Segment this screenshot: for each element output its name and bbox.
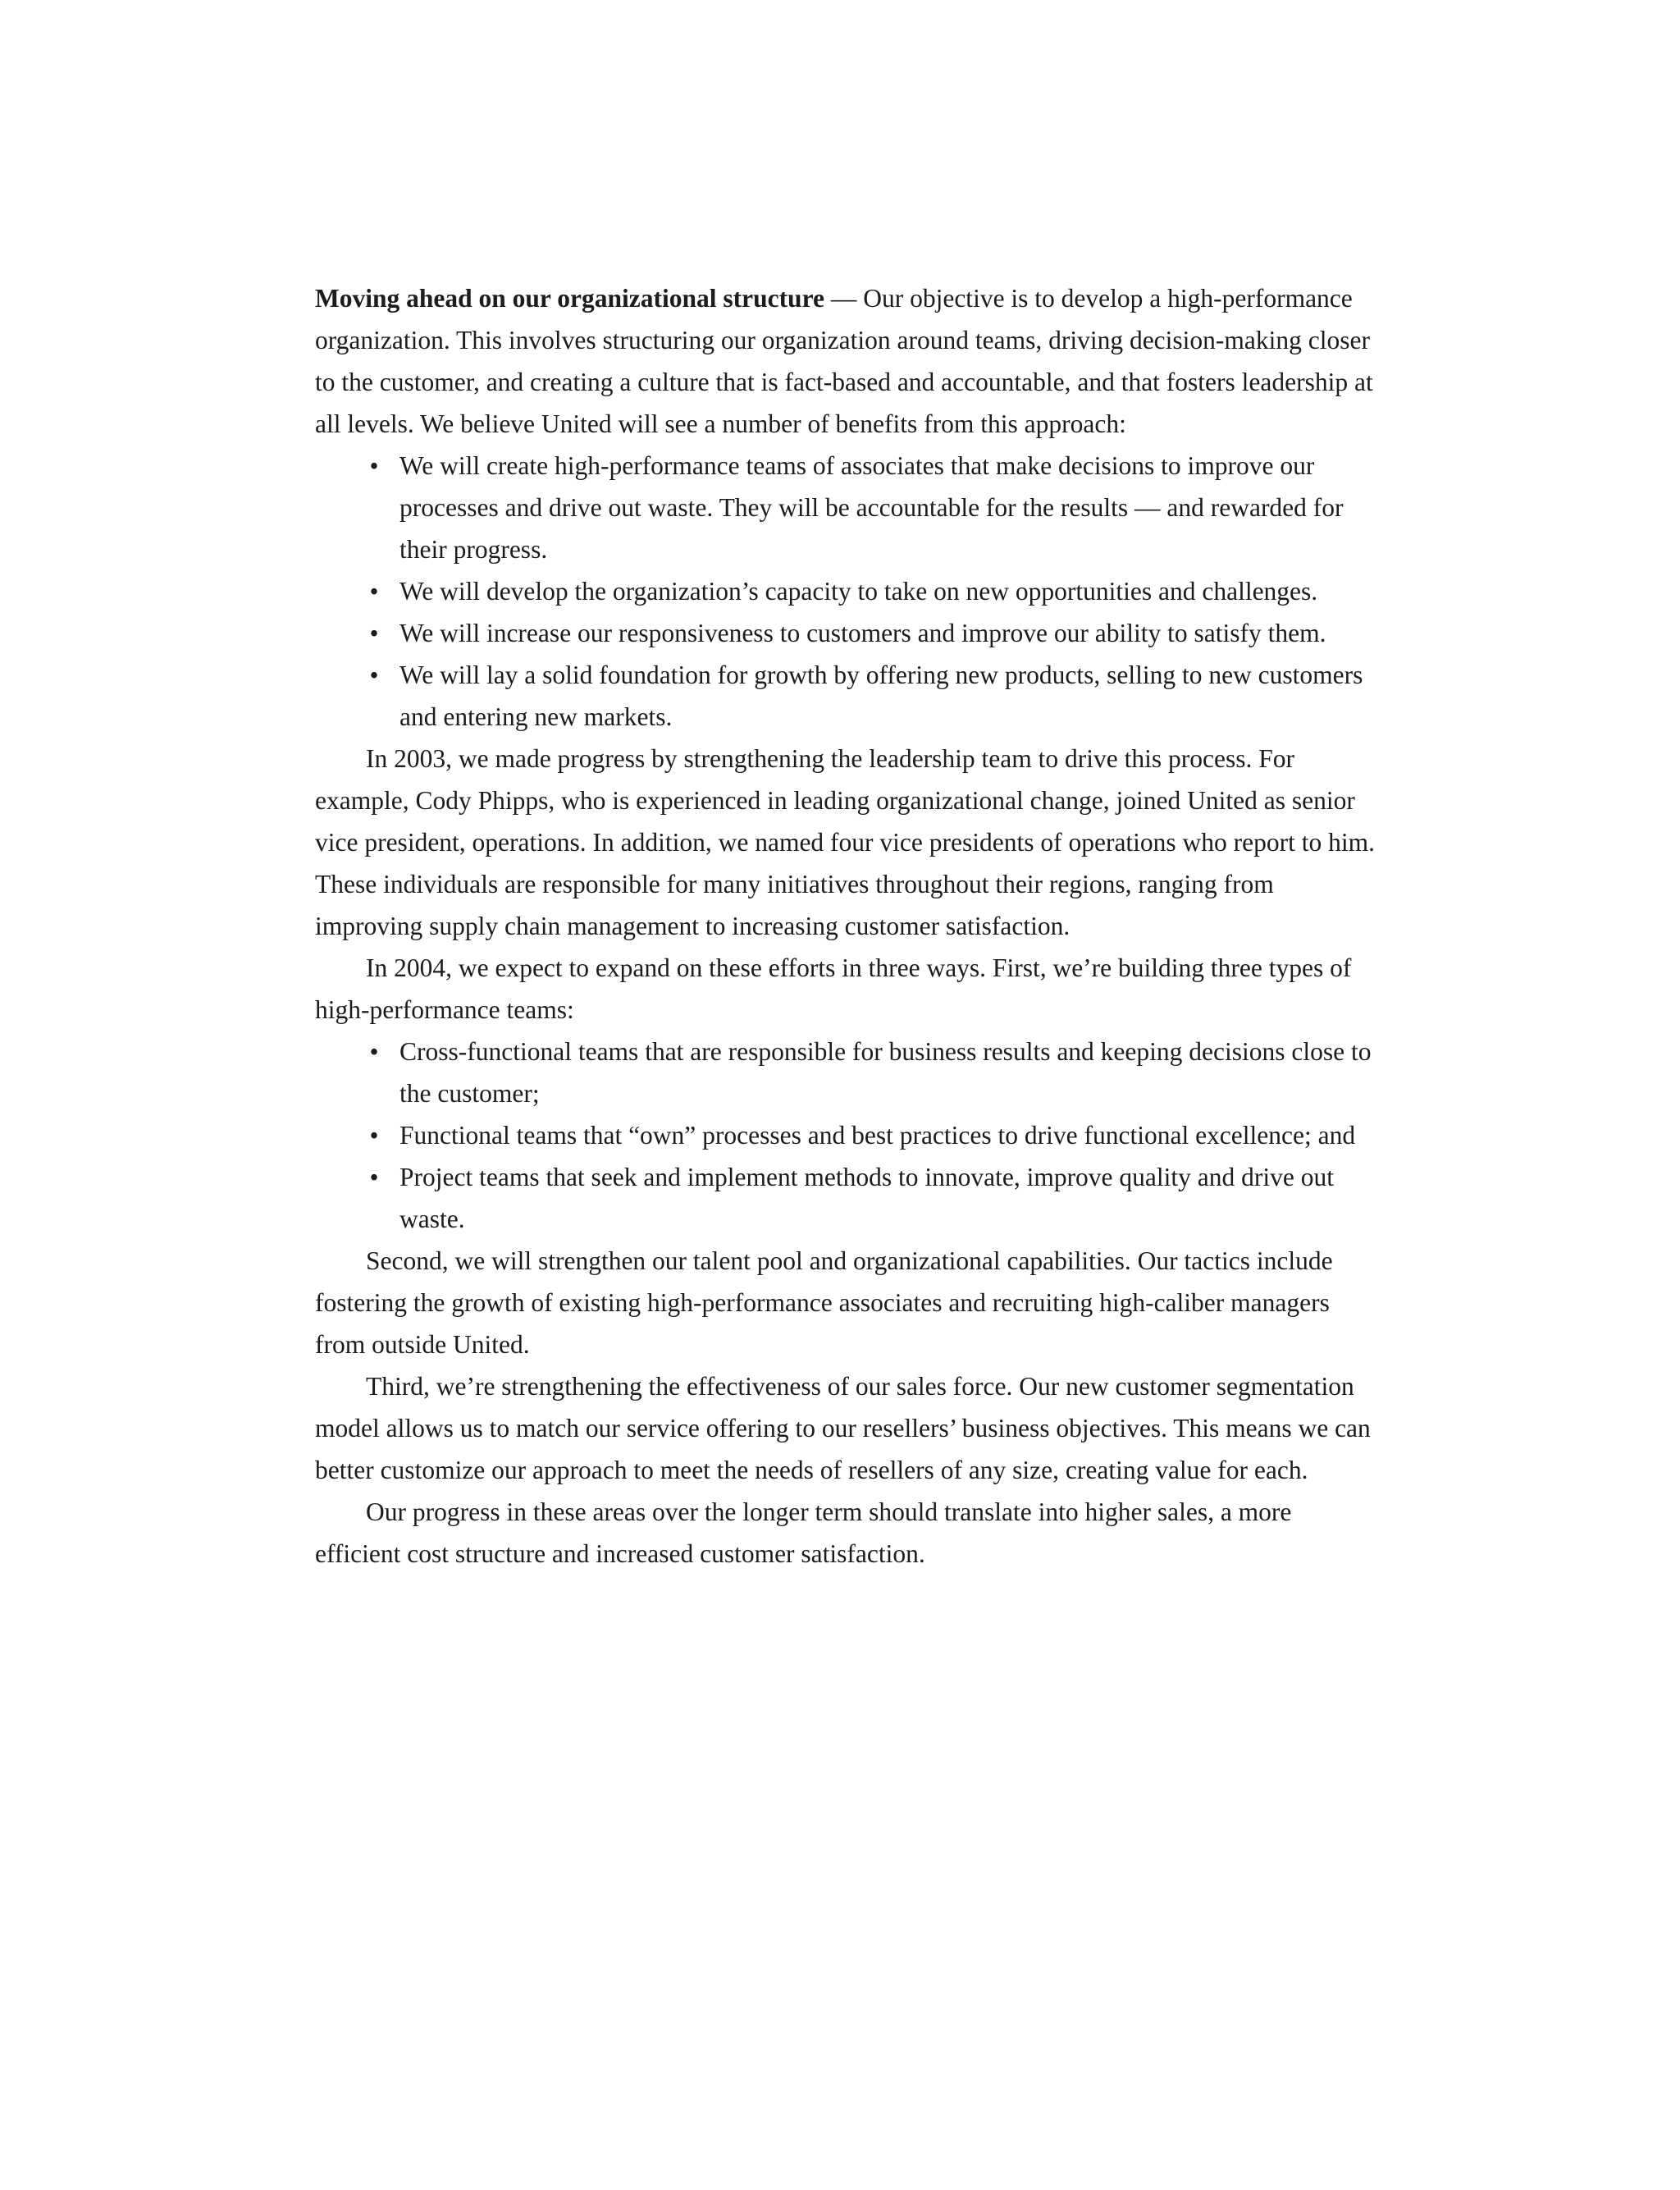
list-item [315,1114,1381,1156]
list-item-text: Project teams that seek and implement methods to innovate, improve quality and drive out waste. [399,1163,1334,1233]
list-item-text: Functional teams that “own” processes and best practices to drive functional excellence; and [399,1121,1356,1150]
paragraph-second: Second, we will strengthen our talent pool and organizational capabilities. Our tactics include fostering the growth of existing high-performance associates and recruiting high-caliber managers from outside United. [315,1246,1333,1359]
team-types-list [315,1031,1381,1240]
paragraph-closing: Our progress in these areas over the longer term should translate into higher sales, a more efficient cost structure and increased customer satisfaction. [315,1497,1292,1568]
bullet-icon: • [369,1037,379,1066]
list-item-text: We will lay a solid foundation for growth by offering new products, selling to new customers and entering new markets. [399,661,1363,731]
bullet-icon: • [369,661,379,689]
bullet-icon: • [369,577,379,606]
list-item [315,654,1381,738]
bullet-icon: • [369,1163,379,1191]
paragraph-2004: In 2004, we expect to expand on these efforts in three ways. First, we’re building three types of high-performance teams: [315,953,1352,1024]
document-page [315,277,1381,1575]
list-item-text: We will create high-performance teams of associates that make decisions to improve our processes and drive out waste. They will be accountable for the results — and rewarded for their progress. [399,451,1344,564]
list-item-text: Cross-functional teams that are responsible for business results and keeping decisions close to the customer; [399,1037,1372,1108]
list-item [315,612,1381,654]
bullet-icon: • [369,451,379,480]
section-heading: Moving ahead on our organizational structure [315,284,824,313]
intro-text: — Our objective is to develop a high-performance organization. This involves structuring our organization around teams, driving decision-making closer to the customer, and creating a culture that is fact-based and accountable, and that fosters leadership at all levels. We believe United will see a number of benefits from this approach: [315,284,1373,438]
list-item-text: We will develop the organization’s capacity to take on new opportunities and challenges. [399,577,1318,606]
bullet-icon: • [369,619,379,647]
list-item-text: We will increase our responsiveness to customers and improve our ability to satisfy them. [399,619,1326,647]
list-item [315,1156,1381,1240]
paragraph-2003: In 2003, we made progress by strengthening the leadership team to drive this process. For example, Cody Phipps, who is experienced in leading organizational change, joined United as senior vice president, operations. In addition, we named four vice presidents of operations who report to him. These individuals are responsible for many initiatives throughout their regions, ranging from improving supply chain management to increasing customer satisfaction. [315,744,1376,940]
list-item [315,570,1381,612]
intro-paragraph [315,277,1381,445]
paragraph-third: Third, we’re strengthening the effectiveness of our sales force. Our new customer segmentation model allows us to match our service offering to our resellers’ business objectives. This means we can better customize our approach to meet the needs of resellers of any size, creating value for each. [315,1372,1371,1484]
bullet-icon: • [369,1121,379,1150]
list-item [315,1031,1381,1114]
benefits-list [315,445,1381,738]
list-item [315,445,1381,570]
